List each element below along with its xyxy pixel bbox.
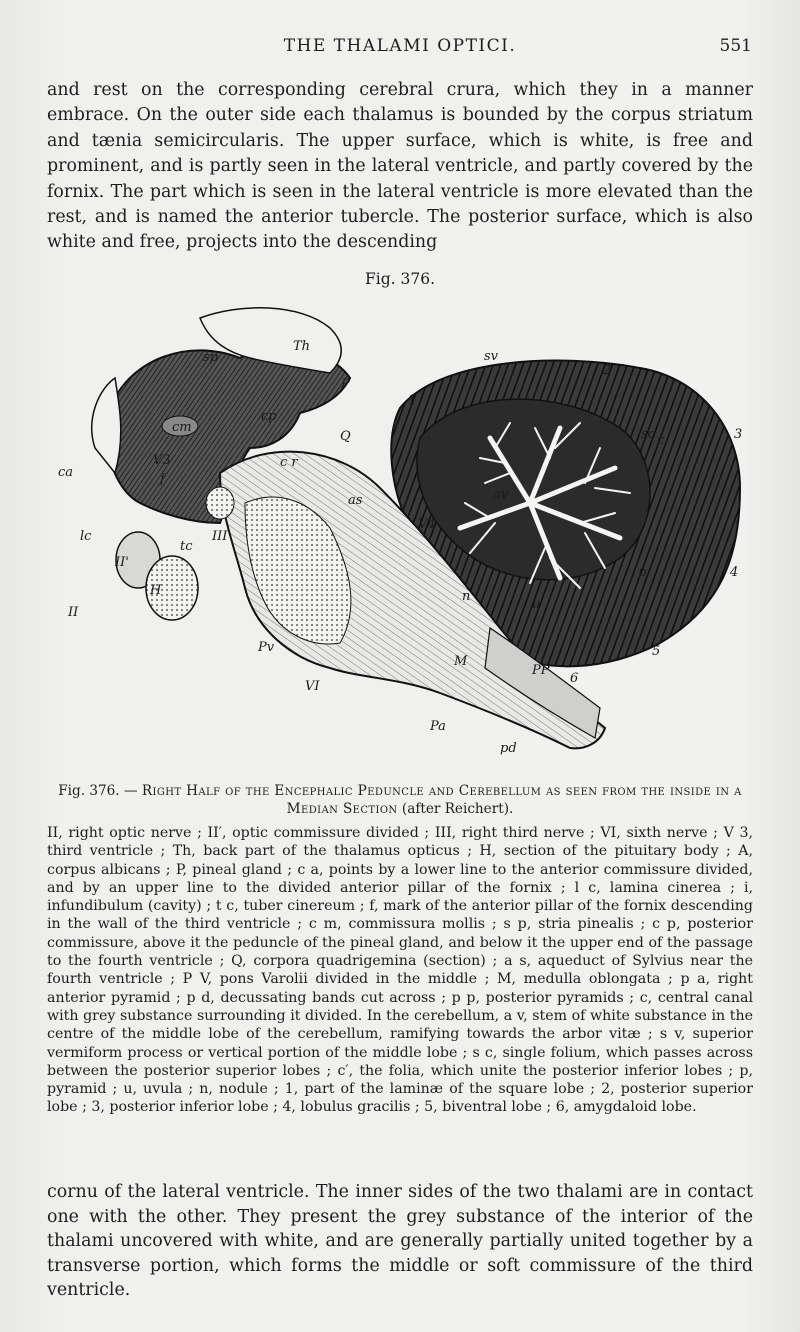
label-h: H xyxy=(150,583,162,598)
label-sc: sc xyxy=(641,427,655,442)
label-cm: cm xyxy=(172,420,192,435)
body-paragraph-bottom: cornu of the lateral ventricle. The inner sides of the two thalami are in contact one with the other. They present the grey substance of the interior of the thalami uncovered with white, and are generally partially united together by a transverse portion, which forms the middle or soft commissure of the third ventricle. xyxy=(47,1182,753,1301)
label-6: 6 xyxy=(570,671,579,686)
label-c: c xyxy=(657,433,665,448)
label-nodule: n xyxy=(462,589,471,604)
label-v3: V3 xyxy=(153,453,171,468)
label-cp: cp xyxy=(261,409,277,424)
label-pp: PP xyxy=(532,663,550,678)
label-vi: VI xyxy=(305,679,320,694)
label-sv: sv xyxy=(484,349,499,364)
label-1: 1 xyxy=(408,393,417,408)
body-paragraph-top: and rest on the corresponding cerebral crura, which they in a manner embrace. On the outer side each thalamus is bounded by the corpus striatum and tænia semicircularis. The upper surface, which is white, is free and prominent, and is partly seen in the lateral ventricle, and partly covered by the fornix. The part which is seen in the lateral ventricle is more elevated than the rest, and is named the anterior tubercle. The posterior surface, which is also white and free, projects into the descending xyxy=(47,80,753,253)
page-number: 551 xyxy=(719,36,752,56)
label-pyramid: p xyxy=(638,565,647,580)
caption-credit: (after Reichert). xyxy=(401,801,514,817)
anatomical-illustration xyxy=(40,298,760,764)
label-uvula: u xyxy=(532,597,541,612)
label-sp: sp xyxy=(203,350,218,365)
label-iii: III xyxy=(212,529,228,544)
running-head xyxy=(0,36,800,60)
label-pd: pd xyxy=(500,741,517,756)
label-lc: lc xyxy=(80,529,92,544)
label-ii: II xyxy=(68,605,79,620)
label-q: Q xyxy=(340,429,351,444)
label-v4: V4 xyxy=(418,517,436,532)
label-p: P xyxy=(341,377,350,392)
label-av: av xyxy=(493,487,509,502)
figure-caption xyxy=(47,782,753,818)
label-cr: c r xyxy=(280,455,298,470)
running-title: THE THALAMI OPTICI. xyxy=(283,36,517,56)
label-3: 3 xyxy=(734,427,743,442)
label-ca: ca xyxy=(58,465,74,480)
label-m: M xyxy=(454,654,468,669)
caption-title: Right Half of the Encephalic Peduncle and Cerebellum as seen from the inside in a Median Section xyxy=(141,783,742,817)
label-f: f xyxy=(160,472,165,487)
label-2: 2 xyxy=(603,363,612,378)
label-tc: tc xyxy=(180,539,193,554)
label-ii-prime: II' xyxy=(115,555,129,570)
label-th: Th xyxy=(293,339,311,354)
label-4: 4 xyxy=(730,565,739,580)
label-as: as xyxy=(348,493,363,508)
label-pa: Pa xyxy=(430,719,446,734)
caption-lead: Fig. 376. — xyxy=(58,783,138,799)
figure-legend: II, right optic nerve ; II′, optic commissure divided ; III, right third nerve ; VI, sixth nerve ; V 3, third ventricle ; Th, back part of the thalamus opticus ; H, section of the pituitary body ; A, corpus albicans ; P, pineal gland ; c a, points by a lower line to the anterior commissure divided, and by an upper line to the divided anterior pillar of the fornix ; l c, lamina cinerea ; i, infundibulum (cavity) ; t c, tuber cinereum ; f, mark of the anterior pillar of the fornix descending in the wall of the third ventricle ; c m, commissura mollis ; s p, stria pinealis ; c p, posterior commissure, above it the peduncle of the pineal gland, and below it the upper end of the passage to the fourth ventricle ; Q, corpora quadrigemina (section) ; a s, aqueduct of Sylvius near the fourth ventricle ; P V, pons Varolii divided in the middle ; M, medulla oblongata ; p a, right anterior pyramid ; p d, decussating bands cut across ; p p, posterior pyramids ; c, central canal with grey substance surrounding it divided. In the cerebellum, a v, stem of white substance in the centre of the middle lobe of the cerebellum, ramifying towards the arbor vitæ ; s v, superior vermiform process or vertical portion of the middle lobe ; s c, single folium, which passes across between the posterior superior lobes ; c′, the folia, which unite the posterior inferior lobes ; p, pyramid ; u, uvula ; n, nodule ; 1, part of the laminæ of the square lobe ; 2, posterior superior lobe ; 3, posterior inferior lobe ; 4, lobulus gracilis ; 5, biventral lobe ; 6, amygdaloid lobe. xyxy=(47,825,753,1116)
label-pv: Pv xyxy=(258,640,275,655)
label-5: 5 xyxy=(652,644,661,659)
figure-number: Fig. 376. xyxy=(365,270,435,288)
